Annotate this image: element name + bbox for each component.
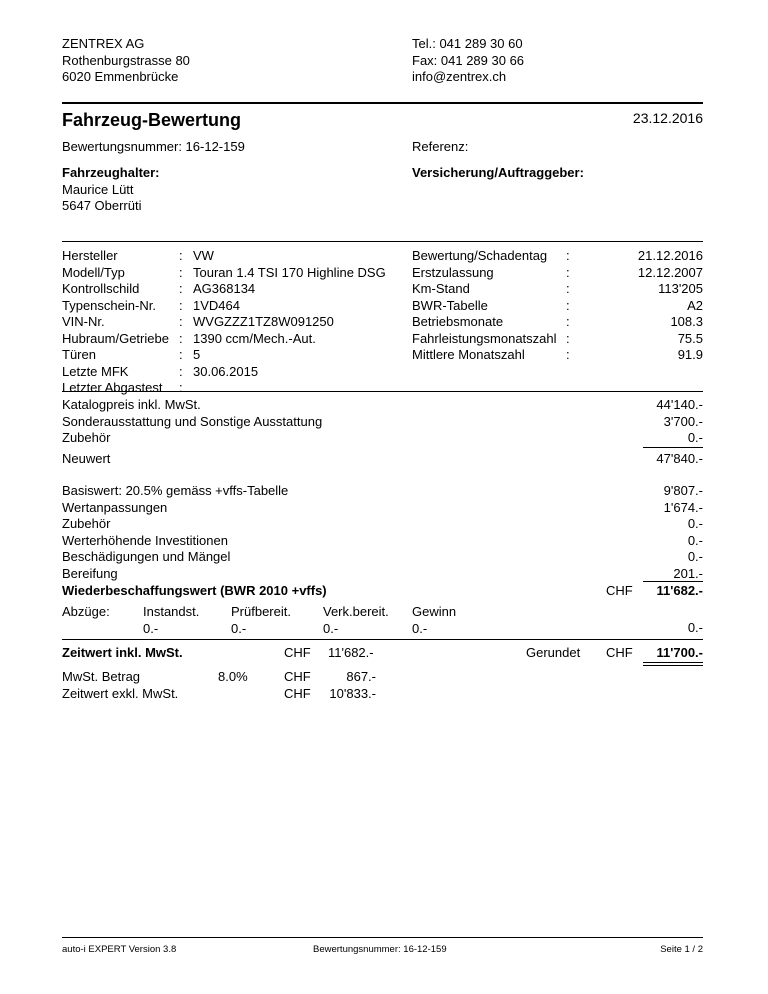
catalog-label: Katalogpreis inkl. MwSt. [62,397,201,412]
valuation-colons [566,248,570,364]
colon: : [566,264,570,280]
vehicle-label: Kontrollschild [62,281,140,296]
valuation-value: 12.12.2007 [637,264,703,280]
vehicle-divider [62,241,703,242]
header-divider [62,102,703,104]
basis-label: Zubehör [62,516,111,531]
abzug-instandst [143,604,199,637]
basis-labels [62,483,288,582]
valuation-value: A2 [687,297,703,313]
mwst-label: MwSt. Betrag [62,669,141,684]
abzug-verkbereit [323,604,389,637]
vehicle-label: Modell/Typ [62,264,125,280]
colon: : [179,330,183,346]
mwst-labels [62,669,178,702]
company-address [62,36,190,86]
valuation-value: 21.12.2016 [637,248,703,263]
exkl-label: Zeitwert exkl. MwSt. [62,685,179,701]
colon: : [179,314,183,329]
vehicle-label: Typenschein-Nr. [62,297,156,313]
vehicle-label: Hersteller [62,248,118,263]
company-contact [412,36,524,86]
versicherung-heading: Versicherung/Auftraggeber: [412,165,584,180]
basis-label: Werterhöhende Investitionen [62,532,228,548]
colon: : [566,281,570,296]
colon: : [566,330,570,346]
colon: : [179,248,183,263]
vehicle-value: VW [193,248,214,263]
footer-page: Seite 1 / 2 [660,944,703,955]
referenz: Referenz: [412,139,469,154]
abzug-value: 0.- [412,620,428,636]
exkl-value: 10'833.- [329,685,376,701]
basis-label: Bereifung [62,565,118,581]
basis-value: 201.- [673,565,703,581]
vehicle-colons [179,248,183,397]
zeitwert-label: Zeitwert inkl. MwSt. [62,645,183,660]
abzug-gewinn [412,604,456,637]
mwst-currencies [284,669,311,702]
fahrzeughalter-heading: Fahrzeughalter: [62,165,160,180]
valuation-value: 75.5 [677,330,703,346]
exkl-currency: CHF [284,685,311,701]
valuation-values [638,248,703,364]
vehicle-value: Touran 1.4 TSI 170 Highline DSG [193,264,386,280]
vehicle-value [193,380,386,397]
valuation-label: BWR-Tabelle [412,297,488,313]
vehicle-values [193,248,386,397]
valuation-label: Mittlere Monatszahl [412,347,525,362]
vehicle-label: Türen [62,347,96,362]
vehicle-label: Hubraum/Getriebe [62,330,169,346]
vehicle-value: 1390 ccm/Mech.-Aut. [193,330,316,346]
company-city: 6020 Emmenbrücke [62,69,179,84]
valuation-label: Erstzulassung [412,264,494,280]
basis-value: 1'674.- [663,499,703,515]
fahrzeughalter-block [62,165,160,215]
basis-label: Beschädigungen und Mängel [62,549,231,564]
abzug-value: 0.- [323,620,339,636]
footer-divider [62,937,703,938]
zeitwert-value: 11'682.- [328,645,374,660]
valuation-label: Betriebsmonate [412,314,504,329]
basis-value: 0.- [687,516,703,531]
footer-software: auto-i EXPERT Version 3.8 [62,944,177,955]
neuwert-value: 47'840.- [656,451,703,466]
colon: : [566,297,570,313]
company-name: ZENTREX AG [62,36,145,51]
zeitwert-currency: CHF [284,645,311,660]
vehicle-label: Letzte MFK [62,363,129,379]
footer-reference: Bewertungsnummer: 16-12-159 [313,944,447,955]
wbw-label: Wiederbeschaffungswert (BWR 2010 +vffs) [62,583,327,598]
vehicle-value: AG368134 [193,281,256,296]
zeitwert-divider [62,639,703,640]
bewertungsnummer: Bewertungsnummer: 16-12-159 [62,139,245,154]
basis-label: Basiswert: 20.5% gemäss +vffs-Tabelle [62,483,289,498]
basis-value: 0.- [687,549,703,564]
contact-tel: Tel.: 041 289 30 60 [412,36,523,51]
vehicle-value: 5 [193,347,201,362]
mwst-values [322,669,376,702]
total-double-rule [643,662,703,666]
catalog-divider [62,391,703,392]
catalog-values [656,397,703,447]
vehicle-label: Letzter Abgastest [62,380,163,395]
catalog-label: Sonderausstattung und Sonstige Ausstattung [62,413,323,429]
abzug-value: 0.- [231,620,247,636]
contact-fax: Fax: 041 289 30 66 [412,52,525,68]
valuation-value: 113'205 [658,281,703,296]
basis-value: 9'807.- [663,483,703,498]
abzuege-label: Abzüge: [62,604,110,619]
contact-email: info@zentrex.ch [412,69,507,84]
basis-label: Wertanpassungen [62,499,168,515]
vehicle-label: VIN-Nr. [62,314,105,329]
subtotal-rule [643,581,703,582]
catalog-value: 3'700.- [663,413,703,429]
wbw-value: 11'682.- [656,583,703,598]
colon: : [179,347,183,362]
catalog-value: 44'140.- [656,397,703,412]
valuation-value: 91.9 [677,347,703,362]
mwst-rate: 8.0% [218,669,248,684]
abzug-label: Gewinn [412,604,457,619]
abzug-label: Verk.bereit. [323,604,389,619]
abzug-value: 0.- [143,620,159,636]
colon: : [566,314,570,329]
halter-name: Maurice Lütt [62,181,134,197]
gerundet-value: 11'700.- [656,645,703,660]
halter-city: 5647 Oberrüti [62,198,142,213]
vehicle-value: 30.06.2015 [193,363,259,379]
abzug-label: Prüfbereit. [231,604,291,619]
mwst-currency: CHF [284,669,311,684]
company-street: Rothenburgstrasse 80 [62,52,190,68]
catalog-value: 0.- [687,430,703,445]
gerundet-currency: CHF [606,645,633,660]
basis-values [664,483,703,582]
catalog-label: Zubehör [62,430,111,445]
valuation-value: 108.3 [670,314,703,329]
colon: : [179,363,183,379]
neuwert-label: Neuwert [62,451,111,466]
gerundet-label: Gerundet [526,645,581,660]
basis-value: 0.- [687,532,703,548]
colon: : [179,380,183,395]
vehicle-value: 1VD464 [193,297,240,313]
colon: : [179,281,183,296]
page-title: Fahrzeug-Bewertung [62,110,242,130]
wbw-currency: CHF [606,583,633,598]
valuation-label: Fahrleistungsmonatszahl [412,330,557,346]
abzuege-total: 0.- [687,620,703,635]
vehicle-value: WVGZZZ1TZ8W091250 [193,314,334,329]
subtotal-rule [643,447,703,448]
abzug-label: Instandst. [143,604,200,619]
colon: : [566,248,570,263]
valuation-label: Bewertung/Schadentag [412,248,548,263]
valuation-label: Km-Stand [412,281,470,296]
abzug-pruefbereit [231,604,291,637]
colon: : [566,347,570,362]
colon: : [179,297,183,313]
valuation-labels [412,248,557,364]
vehicle-labels [62,248,169,397]
document-date: 23.12.2016 [632,110,703,126]
colon: : [179,264,183,280]
catalog-labels [62,397,322,447]
mwst-value: 867.- [346,669,376,684]
